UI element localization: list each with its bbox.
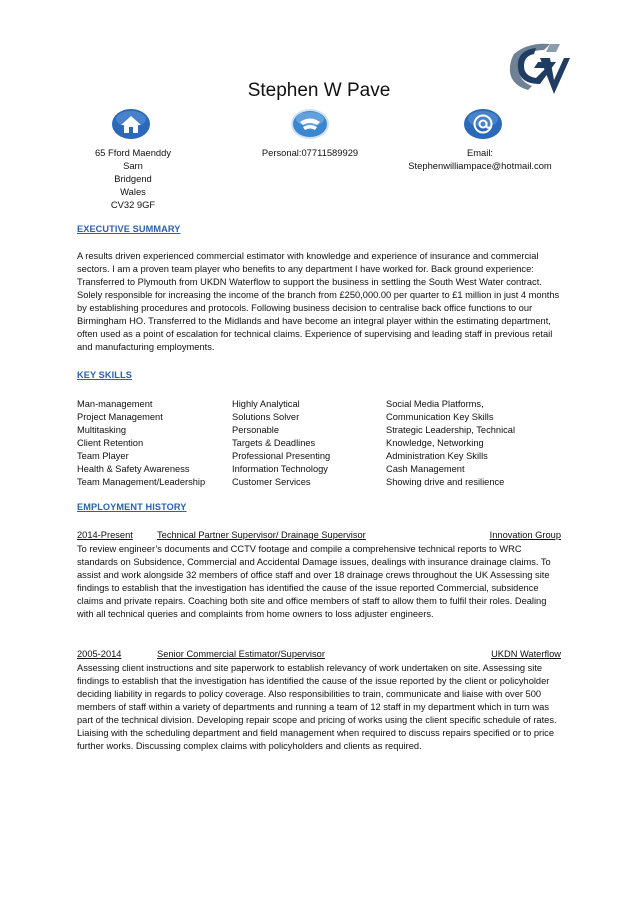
phone-icon <box>290 108 330 140</box>
skill-item: Highly Analytical <box>232 399 300 409</box>
skill-item: Cash Management <box>386 464 465 474</box>
skill-item: Professional Presenting <box>232 451 331 461</box>
skill-item: Health & Safety Awareness <box>77 464 190 474</box>
skill-item: Showing drive and resilience <box>386 477 505 487</box>
job-header <box>77 530 561 543</box>
email-label: Email: <box>466 147 494 158</box>
skill-item: Personable <box>232 425 280 435</box>
job-company: UKDN Waterflow <box>491 649 561 659</box>
skill-item: Team Player <box>77 451 129 461</box>
skill-item: Knowledge, Networking <box>386 438 484 448</box>
skill-item: Solutions Solver <box>232 412 300 422</box>
key-skills-heading: KEY SKILLS <box>77 370 132 380</box>
skill-item: Communication Key Skills <box>386 412 494 422</box>
job-title: Technical Partner Supervisor/ Drainage Supervisor <box>157 530 366 540</box>
address-line: CV32 9GF <box>110 199 156 210</box>
employment-history-heading: EMPLOYMENT HISTORY <box>77 502 187 512</box>
address-line: 65 Fford Maenddy <box>94 147 172 158</box>
skills-column <box>386 398 515 489</box>
at-sign-icon <box>463 108 503 140</box>
skill-item: Man-management <box>77 399 153 409</box>
skill-item: Targets & Deadlines <box>232 438 316 448</box>
skill-item: Customer Services <box>232 477 311 487</box>
skill-item: Multitasking <box>77 425 127 435</box>
job-period: 2014-Present <box>77 530 133 540</box>
job-company: Innovation Group <box>489 530 561 540</box>
address-block <box>80 146 186 211</box>
skill-item: Administration Key Skills <box>386 451 488 461</box>
skill-item: Information Technology <box>232 464 328 474</box>
job-description: Assessing client instructions and site paperwork to establish relevancy of work undertaken on site. Assessing site findings to establish that the investigation has identified the cause of the issue reported by the client or policyholder deciding liability in regards to policy coverage. Also responsibilities to train, communicate and liaise with over 500 members of staff within a variety of departments and running a team of 12 staff in my department which in turn was part of the technical division. Developing repair scope and pricing of works using the client specific schedule of rates. Liaising with the scheduling department and field management when required to discuss repairs specified or to price further works. Discussing complex claims with policyholders and clients as required. <box>77 663 557 751</box>
email-address[interactable]: Stephenwilliampace@hotmail.com <box>408 160 552 171</box>
home-icon <box>111 108 151 140</box>
skills-column <box>77 398 205 489</box>
skill-item: Project Management <box>77 412 163 422</box>
phone-text: Personal:07711589929 <box>261 147 359 158</box>
executive-summary-heading: EXECUTIVE SUMMARY <box>77 224 181 234</box>
phone-number <box>250 146 370 159</box>
executive-summary-text: A results driven experienced commercial estimator with knowledge and experience of insurance and commercial sectors. I am a proven team player who benefits to any department I have worked for. Back ground experience: Transferred to Plymouth from UKDN Waterflow to support the business in settling the South West Water contract. Solely responsible for increasing the income of the branch from £250,000.00 per quarter to £1 million in just 4 months by establishing procedures and protocols. Following business decision to centralise back office functions to our Birmingham HO. Transferred to the Midlands and have become an integral player within the estimating department, often used as a point of escalation for technical claims. Experience of supervising and leading staff in previous retail and manufacturing employments. <box>77 251 560 352</box>
skill-item: Team Management/Leadership <box>77 477 206 487</box>
job-header <box>77 649 561 662</box>
candidate-name: Stephen W Pave <box>247 80 391 101</box>
skill-item: Strategic Leadership, Technical <box>386 425 516 435</box>
email-block <box>392 146 568 172</box>
skill-item: Social Media Platforms, <box>386 399 484 409</box>
job-title: Senior Commercial Estimator/Supervisor <box>157 649 325 659</box>
job-period: 2005-2014 <box>77 649 122 659</box>
skills-column <box>232 398 330 489</box>
address-line: Wales <box>120 186 146 197</box>
job-description: To review engineer’s documents and CCTV footage and compile a comprehensive technical reports to WRC standards on Subsidence, Commercial and Accidental Damage issues, dealings with insurance drainage claims. To assist and work alongside 32 members of office staff and over 18 drainage crews throughout the UK Assessing site findings to establish that the investigation has identified the cause of the issue reported Commercial, subsidence claims and private repairs. Coaching both site and office members of staff to allow them to fulfil their roles. Dealing with all technical queries and complaints from home owners to loss adjuster engineers. <box>77 544 551 619</box>
address-line: Bridgend <box>114 173 152 184</box>
skill-item: Client Retention <box>77 438 144 448</box>
address-line: Sarn <box>123 160 143 171</box>
